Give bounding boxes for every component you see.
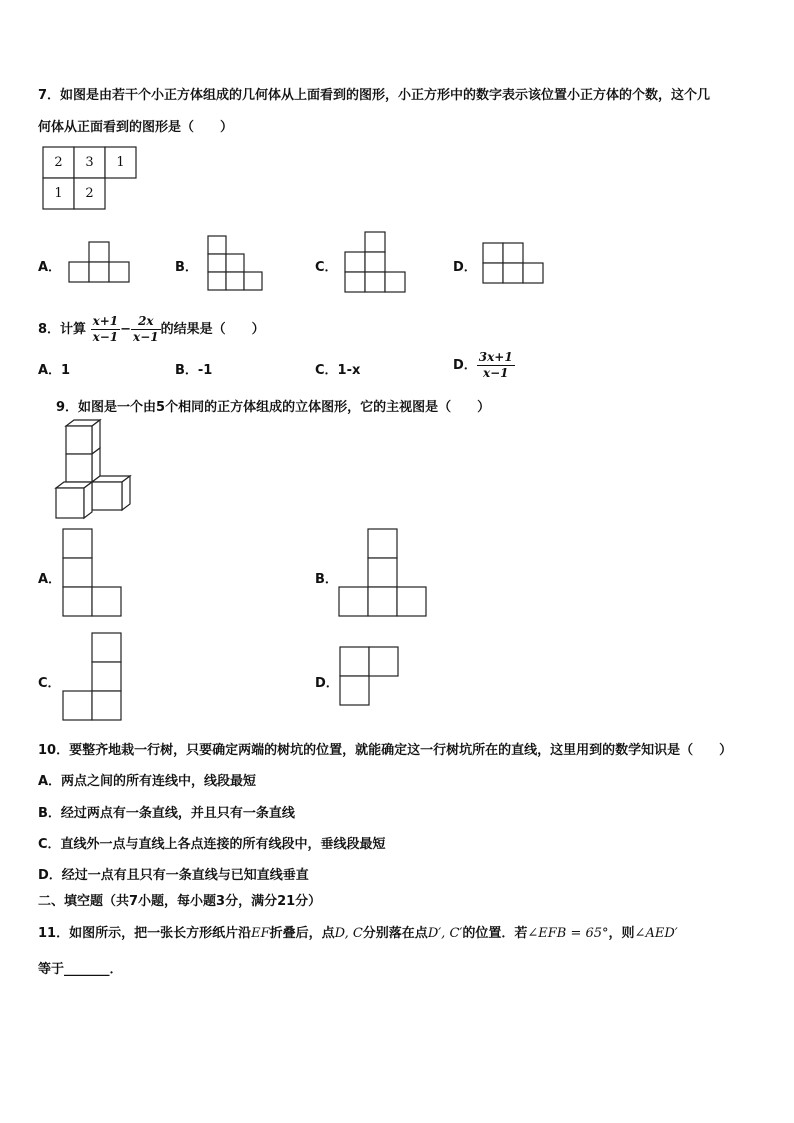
- q9-option-c-label[interactable]: C．: [38, 676, 61, 691]
- q7-option-b-label[interactable]: B．: [175, 260, 198, 275]
- q8-option-d[interactable]: [453, 346, 515, 386]
- q10-option-a[interactable]: A．两点之间的所有连线中，线段最短: [38, 774, 257, 789]
- q7-option-d-label[interactable]: D．: [453, 260, 477, 275]
- q7-stem-line1: 7．如图是由若干个小正方体组成的几何体从上面看到的图形，小正方形中的数字表示该位置小正方体的个数，这个几: [38, 88, 711, 103]
- q11-part1: 11．如图所示，把一张长方形纸片沿: [38, 926, 252, 941]
- q9-cube-figure: [54, 418, 134, 522]
- q7-option-a-label[interactable]: A．: [38, 260, 62, 275]
- q10-option-c[interactable]: C．直线外一点与直线上各点连接的所有线段中，垂线段最短: [38, 837, 386, 852]
- q8-frac2-denominator: x−1: [133, 330, 159, 344]
- q8-frac1-denominator: x−1: [92, 330, 119, 344]
- q11-part4: 的位置．若: [462, 926, 528, 941]
- q7-option-a-figure: [69, 242, 131, 282]
- q11-angle-efb: ∠EFB = 65°: [527, 926, 609, 941]
- q7-stem-line2: 何体从正面看到的图形是（ ）: [38, 120, 234, 135]
- q9-option-b-label[interactable]: B．: [315, 572, 338, 587]
- q11-points-dc: D, C: [334, 926, 363, 941]
- q7-grid-cell: 1: [116, 155, 125, 170]
- q8-stem-prefix: 8．计算: [38, 322, 87, 337]
- q9-option-c-figure: [63, 633, 125, 723]
- q9-option-b-figure: [339, 529, 429, 619]
- q9-option-a-label[interactable]: A．: [38, 572, 62, 587]
- q11-ef: EF: [251, 926, 270, 941]
- q9-option-d-figure: [340, 647, 402, 709]
- q8-fraction-2: [131, 314, 161, 345]
- q10-stem: 10．要整齐地栽一行树，只要确定两端的树坑的位置，就能确定这一行树坑所在的直线，这里用到的数学知识是（ ）: [38, 743, 733, 758]
- q11-part5: ，则: [608, 926, 635, 941]
- q7-grid-cell: 1: [54, 186, 63, 201]
- q9-option-a-figure: [63, 529, 125, 619]
- q8-option-d-label: D．: [453, 358, 477, 373]
- q8-option-b[interactable]: B．-1: [175, 363, 213, 378]
- q7-grid-cell: 3: [85, 155, 94, 170]
- q11-part2: 折叠后，点: [269, 926, 335, 941]
- q11-answer-blank[interactable]: 等于_______．: [38, 962, 123, 977]
- q7-grid-cell: 2: [85, 186, 94, 201]
- q7-grid-cell: 2: [54, 155, 63, 170]
- q10-option-d[interactable]: D．经过一点有且只有一条直线与已知直线垂直: [38, 868, 309, 883]
- q9-stem: 9．如图是一个由5个相同的正方体组成的立体图形，它的主视图是（ ）: [56, 400, 491, 415]
- q8-fraction-1: [91, 314, 121, 345]
- q8-option-d-fraction: [477, 350, 515, 381]
- q8-optd-denominator: x−1: [482, 366, 509, 380]
- q8-frac1-numerator: x+1: [92, 314, 119, 328]
- section-title: 二、填空题（共7小题，每小题3分，满分21分）: [38, 894, 322, 909]
- q8-frac2-numerator: 2x: [131, 314, 161, 330]
- q11-angle-aed: ∠AED′: [634, 926, 678, 941]
- q9-option-d-label[interactable]: D．: [315, 676, 339, 691]
- q11-stem-line1: [38, 922, 678, 941]
- q8-minus: −: [120, 322, 132, 337]
- q8-stem-suffix: 的结果是（ ）: [160, 322, 265, 337]
- q10-option-b[interactable]: B．经过两点有一条直线，并且只有一条直线: [38, 806, 295, 821]
- q8-optd-numerator: 3x+1: [478, 350, 513, 364]
- q8-option-a[interactable]: A．1: [38, 363, 71, 378]
- q7-option-b-figure: [208, 236, 264, 292]
- q11-points-dc-prime: D′, C′: [427, 926, 463, 941]
- q8-option-c[interactable]: C．1-x: [315, 363, 361, 378]
- q7-option-c-figure: [345, 232, 407, 294]
- q7-option-d-figure: [483, 243, 545, 283]
- q8-stem: [38, 310, 265, 350]
- q11-part3: 分别落在点: [362, 926, 428, 941]
- q7-option-c-label[interactable]: C．: [315, 260, 338, 275]
